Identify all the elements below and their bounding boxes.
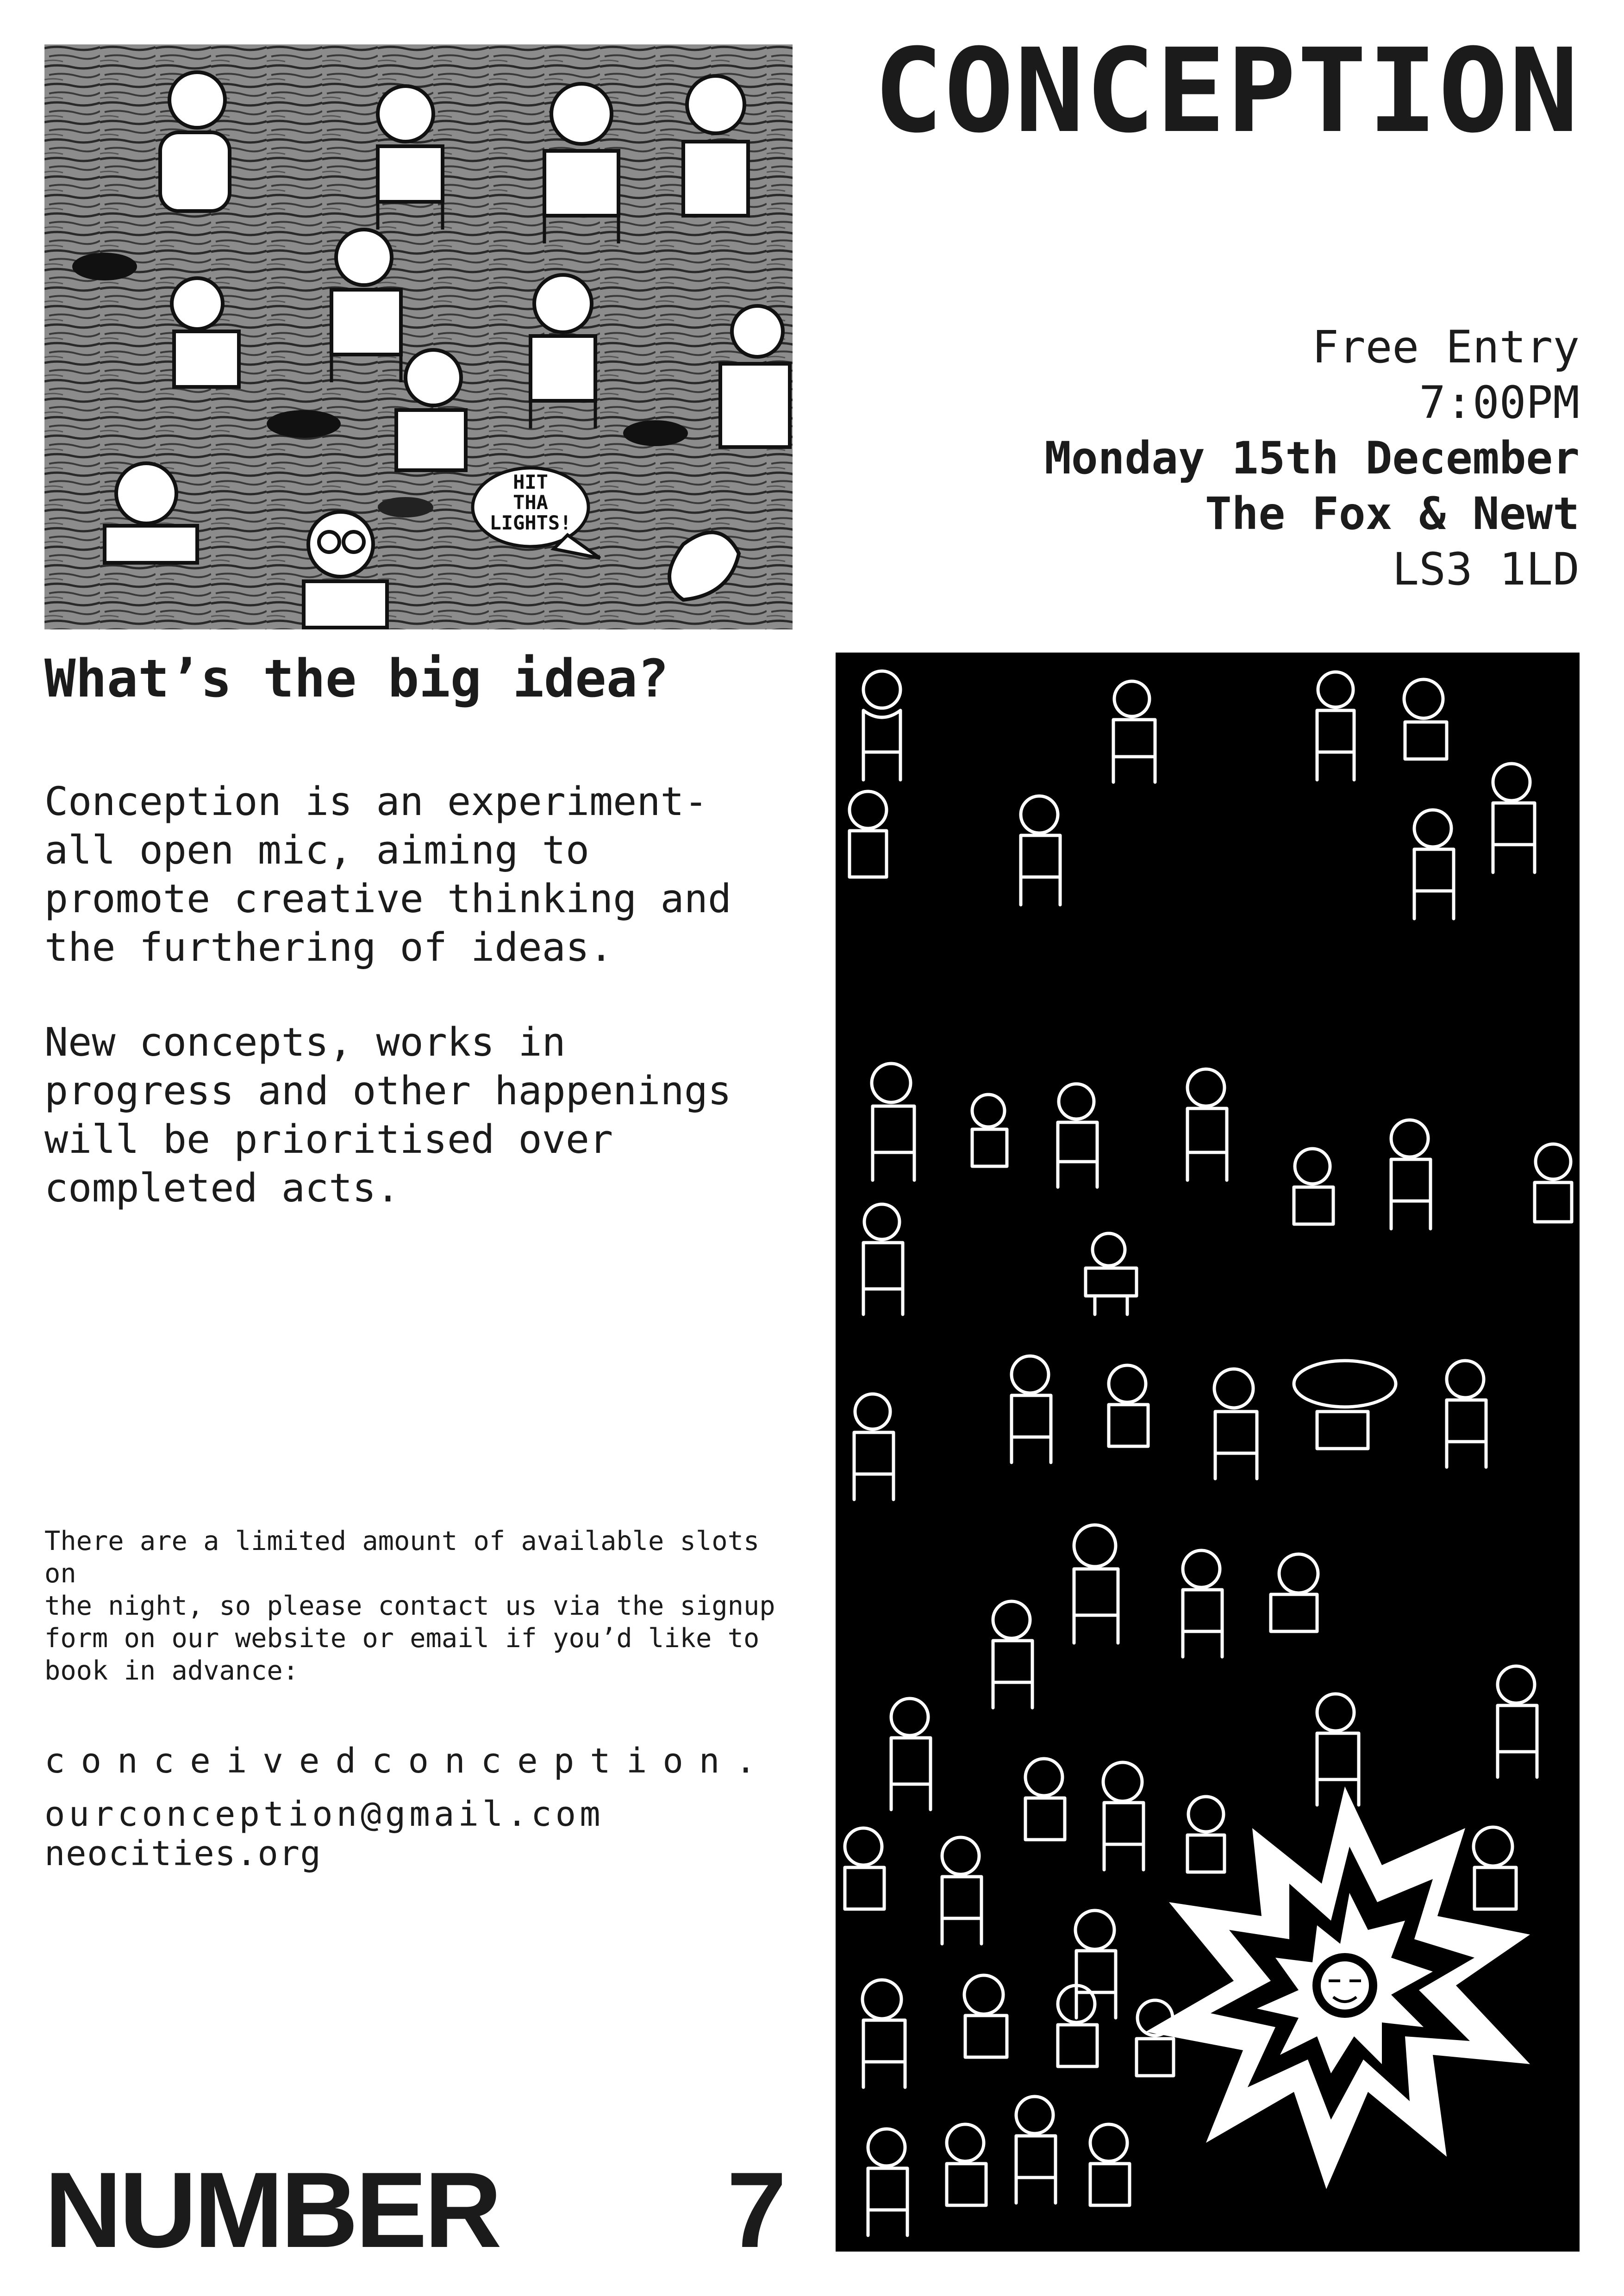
comic-illustration-crowd <box>836 653 1580 2252</box>
section-heading: What’s the big idea? <box>44 649 669 709</box>
issue-number: 7 <box>727 2150 787 2270</box>
website-line-1: conceivedconception. <box>44 1741 772 1781</box>
website-line-2: neocities.org <box>44 1834 322 1873</box>
booking-info: There are a limited amount of available slots on the night, so please contact us via the signup form on our website or email if you’d like to book in advance: <box>44 1526 775 1686</box>
event-venue: The Fox & Newt <box>1205 488 1580 540</box>
event-time: 7:00PM <box>1419 377 1580 429</box>
crowd-artwork <box>836 653 1580 2252</box>
description-paragraph: Conception is an experiment- all open mic, aiming to promote creative thinking and the furthering of ideas. <box>44 779 732 971</box>
poster-title: CONCEPTION <box>873 24 1580 158</box>
event-postcode: LS3 1LD <box>1392 543 1580 595</box>
event-details <box>1044 319 1580 597</box>
entry-info: Free Entry <box>1312 321 1580 373</box>
comic-illustration-audience <box>44 44 793 629</box>
number-label: NUMBER <box>44 2150 500 2270</box>
priority-paragraph: New concepts, works in progress and other happenings will be prioritised over completed acts. <box>44 1020 732 1211</box>
event-date: Monday 15th December <box>1044 432 1580 484</box>
website-address <box>44 1692 804 1877</box>
email-address: ourconception@gmail.com <box>44 1794 604 1834</box>
speech-bubble-text: HIT THA LIGHTS! <box>489 471 572 534</box>
comic-artwork <box>44 44 793 629</box>
